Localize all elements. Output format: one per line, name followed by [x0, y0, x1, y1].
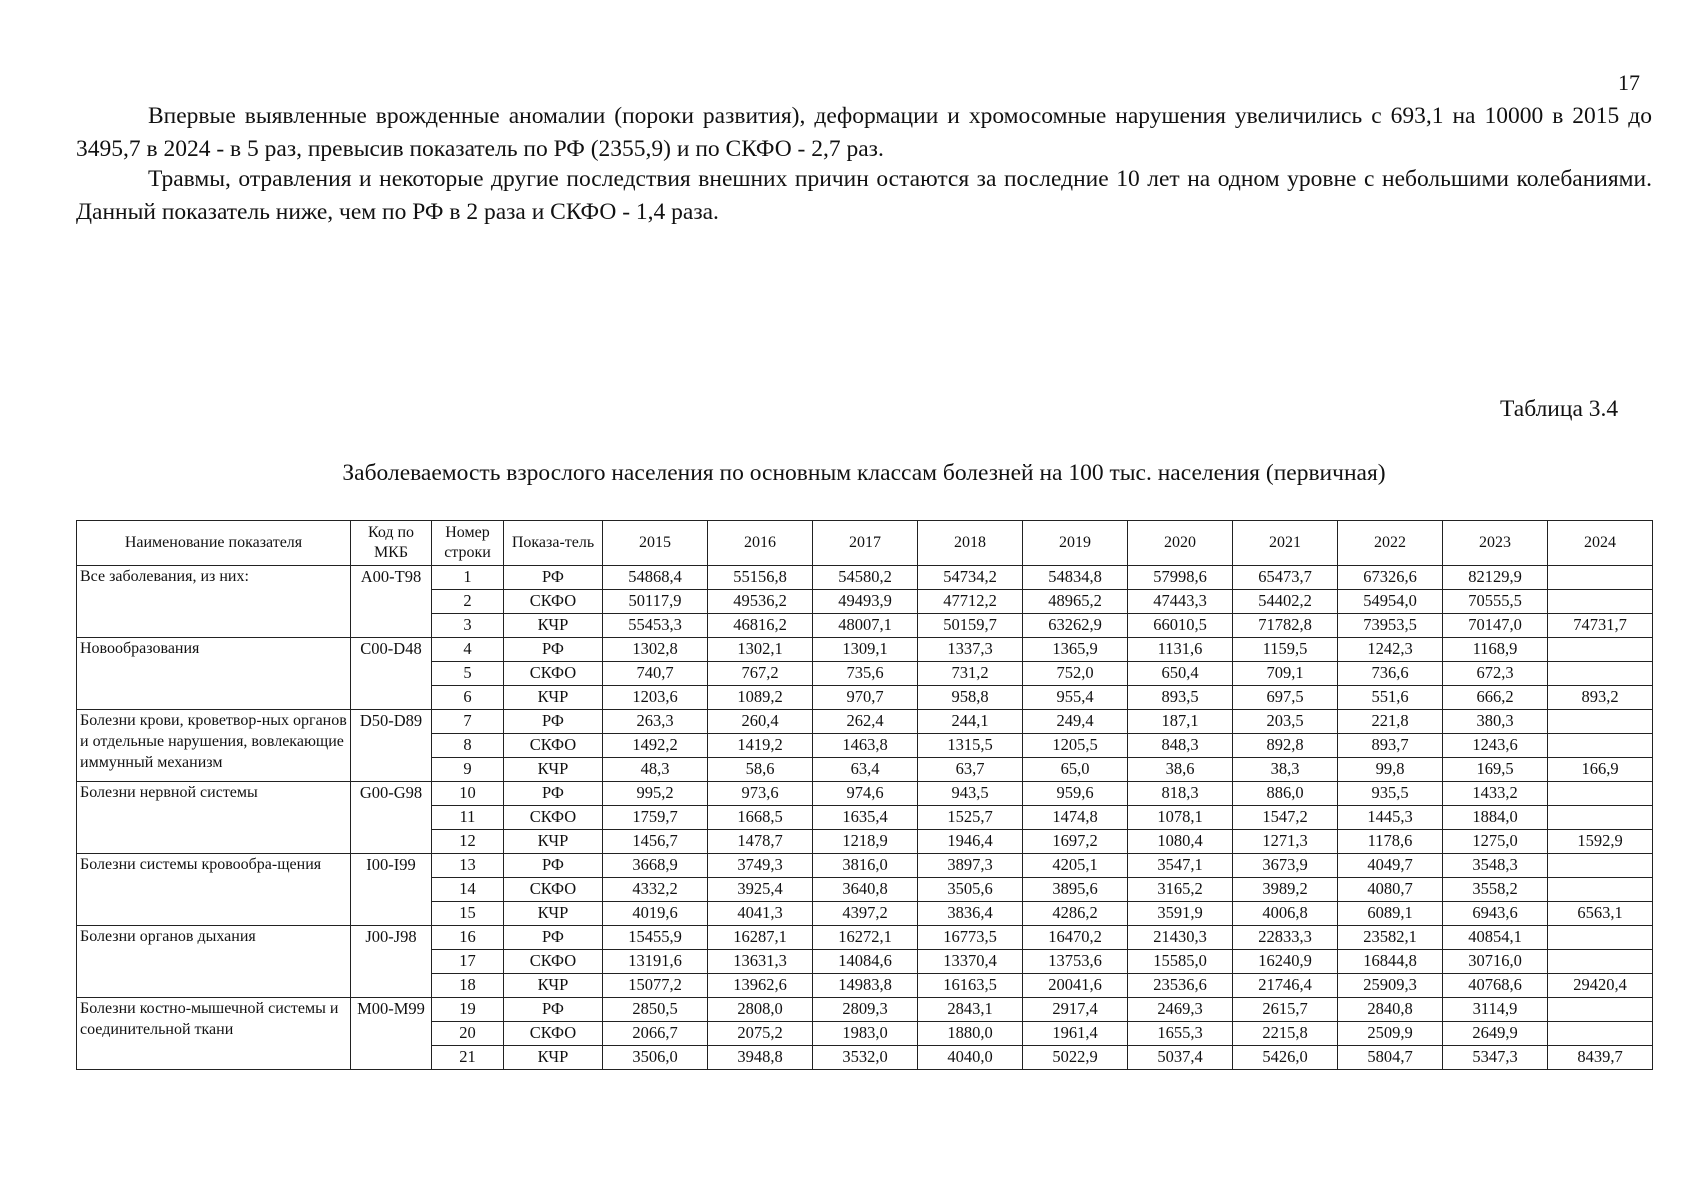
value-cell: 16163,5 [918, 974, 1023, 998]
value-cell: 54580,2 [813, 566, 918, 590]
value-cell: 736,6 [1338, 662, 1443, 686]
value-cell [1548, 854, 1653, 878]
disease-class-name: Болезни нервной системы [77, 782, 351, 854]
value-cell: 15585,0 [1128, 950, 1233, 974]
indicator: СКФО [504, 590, 603, 614]
indicator: КЧР [504, 1046, 603, 1070]
value-cell: 4286,2 [1023, 902, 1128, 926]
value-cell: 203,5 [1233, 710, 1338, 734]
value-cell: 1419,2 [708, 734, 813, 758]
value-cell: 13753,6 [1023, 950, 1128, 974]
value-cell: 70555,5 [1443, 590, 1548, 614]
value-cell: 1218,9 [813, 830, 918, 854]
value-cell [1548, 782, 1653, 806]
value-cell: 54834,8 [1023, 566, 1128, 590]
value-cell: 262,4 [813, 710, 918, 734]
value-cell: 16287,1 [708, 926, 813, 950]
value-cell: 4049,7 [1338, 854, 1443, 878]
value-cell [1548, 950, 1653, 974]
value-cell: 65473,7 [1233, 566, 1338, 590]
value-cell: 1547,2 [1233, 806, 1338, 830]
value-cell: 55453,3 [603, 614, 708, 638]
value-cell: 38,3 [1233, 758, 1338, 782]
value-cell: 2808,0 [708, 998, 813, 1022]
value-cell: 54402,2 [1233, 590, 1338, 614]
row-number: 16 [432, 926, 504, 950]
value-cell: 3925,4 [708, 878, 813, 902]
value-cell: 15455,9 [603, 926, 708, 950]
value-cell [1548, 662, 1653, 686]
table-row [77, 710, 1653, 734]
value-cell: 3673,9 [1233, 854, 1338, 878]
icd-code: D50-D89 [351, 710, 432, 782]
value-cell: 3505,6 [918, 878, 1023, 902]
header-year: 2022 [1338, 521, 1443, 566]
value-cell: 3532,0 [813, 1046, 918, 1070]
value-cell [1548, 998, 1653, 1022]
value-cell: 65,0 [1023, 758, 1128, 782]
header-indicator: Показа-тель [504, 521, 603, 566]
row-number: 21 [432, 1046, 504, 1070]
value-cell: 1668,5 [708, 806, 813, 830]
table-row [77, 998, 1653, 1022]
value-cell: 1884,0 [1443, 806, 1548, 830]
indicator: КЧР [504, 902, 603, 926]
table-header-row [77, 521, 1653, 566]
value-cell: 1365,9 [1023, 638, 1128, 662]
row-number: 6 [432, 686, 504, 710]
value-cell: 995,2 [603, 782, 708, 806]
value-cell: 63,7 [918, 758, 1023, 782]
header-year: 2016 [708, 521, 813, 566]
value-cell: 1592,9 [1548, 830, 1653, 854]
value-cell: 1445,3 [1338, 806, 1443, 830]
value-cell: 14983,8 [813, 974, 918, 998]
row-number: 3 [432, 614, 504, 638]
indicator: КЧР [504, 830, 603, 854]
value-cell: 40854,1 [1443, 926, 1548, 950]
header-year: 2024 [1548, 521, 1653, 566]
value-cell: 4019,6 [603, 902, 708, 926]
value-cell: 169,5 [1443, 758, 1548, 782]
indicator: СКФО [504, 662, 603, 686]
value-cell: 20041,6 [1023, 974, 1128, 998]
value-cell: 70147,0 [1443, 614, 1548, 638]
value-cell: 1983,0 [813, 1022, 918, 1046]
value-cell: 970,7 [813, 686, 918, 710]
value-cell: 16470,2 [1023, 926, 1128, 950]
value-cell: 3668,9 [603, 854, 708, 878]
value-cell: 263,3 [603, 710, 708, 734]
value-cell: 5347,3 [1443, 1046, 1548, 1070]
value-cell: 5037,4 [1128, 1046, 1233, 1070]
indicator: КЧР [504, 686, 603, 710]
value-cell: 187,1 [1128, 710, 1233, 734]
value-cell: 4080,7 [1338, 878, 1443, 902]
value-cell: 1302,1 [708, 638, 813, 662]
value-cell: 30716,0 [1443, 950, 1548, 974]
value-cell: 21746,4 [1233, 974, 1338, 998]
value-cell [1548, 878, 1653, 902]
value-cell: 2075,2 [708, 1022, 813, 1046]
value-cell: 4205,1 [1023, 854, 1128, 878]
value-cell: 3114,9 [1443, 998, 1548, 1022]
value-cell: 67326,6 [1338, 566, 1443, 590]
value-cell: 48007,1 [813, 614, 918, 638]
value-cell: 22833,3 [1233, 926, 1338, 950]
value-cell: 848,3 [1128, 734, 1233, 758]
value-cell: 3749,3 [708, 854, 813, 878]
value-cell: 2215,8 [1233, 1022, 1338, 1046]
indicator: СКФО [504, 950, 603, 974]
value-cell: 73953,5 [1338, 614, 1443, 638]
value-cell [1548, 734, 1653, 758]
row-number: 14 [432, 878, 504, 902]
value-cell [1548, 806, 1653, 830]
value-cell: 1159,5 [1233, 638, 1338, 662]
value-cell: 4332,2 [603, 878, 708, 902]
value-cell: 892,8 [1233, 734, 1338, 758]
value-cell: 1337,3 [918, 638, 1023, 662]
indicator: РФ [504, 854, 603, 878]
value-cell: 3836,4 [918, 902, 1023, 926]
value-cell: 943,5 [918, 782, 1023, 806]
value-cell: 13191,6 [603, 950, 708, 974]
indicator: КЧР [504, 974, 603, 998]
value-cell: 63262,9 [1023, 614, 1128, 638]
value-cell: 99,8 [1338, 758, 1443, 782]
value-cell: 48965,2 [1023, 590, 1128, 614]
value-cell: 13370,4 [918, 950, 1023, 974]
row-number: 19 [432, 998, 504, 1022]
value-cell: 48,3 [603, 758, 708, 782]
icd-code: G00-G98 [351, 782, 432, 854]
value-cell [1548, 590, 1653, 614]
value-cell: 709,1 [1233, 662, 1338, 686]
row-number: 17 [432, 950, 504, 974]
value-cell: 6563,1 [1548, 902, 1653, 926]
value-cell: 1089,2 [708, 686, 813, 710]
value-cell: 672,3 [1443, 662, 1548, 686]
value-cell: 893,5 [1128, 686, 1233, 710]
row-number: 20 [432, 1022, 504, 1046]
value-cell: 38,6 [1128, 758, 1233, 782]
table-row [77, 782, 1653, 806]
value-cell: 71782,8 [1233, 614, 1338, 638]
disease-class-name: Болезни органов дыхания [77, 926, 351, 998]
value-cell: 74731,7 [1548, 614, 1653, 638]
row-number: 12 [432, 830, 504, 854]
value-cell: 1759,7 [603, 806, 708, 830]
value-cell: 16240,9 [1233, 950, 1338, 974]
value-cell: 3591,9 [1128, 902, 1233, 926]
value-cell: 1203,6 [603, 686, 708, 710]
value-cell: 4397,2 [813, 902, 918, 926]
value-cell: 3989,2 [1233, 878, 1338, 902]
value-cell: 3948,8 [708, 1046, 813, 1070]
table-row [77, 926, 1653, 950]
header-year: 2019 [1023, 521, 1128, 566]
icd-code: J00-J98 [351, 926, 432, 998]
value-cell: 14084,6 [813, 950, 918, 974]
value-cell: 46816,2 [708, 614, 813, 638]
value-cell: 3816,0 [813, 854, 918, 878]
icd-code: C00-D48 [351, 638, 432, 710]
value-cell: 16773,5 [918, 926, 1023, 950]
value-cell: 221,8 [1338, 710, 1443, 734]
header-year: 2017 [813, 521, 918, 566]
value-cell: 893,7 [1338, 734, 1443, 758]
value-cell: 3506,0 [603, 1046, 708, 1070]
header-year: 2023 [1443, 521, 1548, 566]
value-cell: 40768,6 [1443, 974, 1548, 998]
value-cell: 1433,2 [1443, 782, 1548, 806]
value-cell: 2917,4 [1023, 998, 1128, 1022]
indicator: КЧР [504, 614, 603, 638]
value-cell: 2840,8 [1338, 998, 1443, 1022]
value-cell: 249,4 [1023, 710, 1128, 734]
row-number: 13 [432, 854, 504, 878]
value-cell: 3897,3 [918, 854, 1023, 878]
value-cell: 1474,8 [1023, 806, 1128, 830]
icd-code: I00-I99 [351, 854, 432, 926]
value-cell: 1946,4 [918, 830, 1023, 854]
value-cell: 6089,1 [1338, 902, 1443, 926]
value-cell: 16844,8 [1338, 950, 1443, 974]
row-number: 10 [432, 782, 504, 806]
value-cell: 1205,5 [1023, 734, 1128, 758]
value-cell: 1271,3 [1233, 830, 1338, 854]
value-cell: 66010,5 [1128, 614, 1233, 638]
value-cell: 1492,2 [603, 734, 708, 758]
value-cell: 3165,2 [1128, 878, 1233, 902]
value-cell: 54954,0 [1338, 590, 1443, 614]
header-year: 2018 [918, 521, 1023, 566]
value-cell: 21430,3 [1128, 926, 1233, 950]
value-cell: 1078,1 [1128, 806, 1233, 830]
value-cell: 1456,7 [603, 830, 708, 854]
value-cell: 1525,7 [918, 806, 1023, 830]
value-cell: 23582,1 [1338, 926, 1443, 950]
row-number: 18 [432, 974, 504, 998]
value-cell: 2469,3 [1128, 998, 1233, 1022]
disease-class-name: Болезни крови, кроветвор-ных органов и отдельные нарушения, вовлекающие иммунный механизм [77, 710, 351, 782]
value-cell: 1655,3 [1128, 1022, 1233, 1046]
value-cell [1548, 926, 1653, 950]
value-cell: 13631,3 [708, 950, 813, 974]
value-cell: 893,2 [1548, 686, 1653, 710]
value-cell [1548, 710, 1653, 734]
value-cell: 1242,3 [1338, 638, 1443, 662]
value-cell: 2843,1 [918, 998, 1023, 1022]
value-cell: 15077,2 [603, 974, 708, 998]
value-cell: 50117,9 [603, 590, 708, 614]
paragraph-congenital-anomalies: Впервые выявленные врожденные аномалии (пороки развития), деформации и хромосомные нарушения увеличились с 693,1 на 10000 в 2015 до 3495,7 в 2024 - в 5 раз, превысив показатель по РФ (2355,9) и по СКФО - 2,7 раз. [76, 103, 1652, 162]
value-cell: 1275,0 [1443, 830, 1548, 854]
indicator: РФ [504, 638, 603, 662]
value-cell: 23536,6 [1128, 974, 1233, 998]
value-cell: 1463,8 [813, 734, 918, 758]
disease-class-name: Болезни костно-мышечной системы и соединительной ткани [77, 998, 351, 1070]
morbidity-table [76, 520, 1653, 1070]
row-number: 5 [432, 662, 504, 686]
disease-class-name: Все заболевания, из них: [77, 566, 351, 638]
value-cell: 6943,6 [1443, 902, 1548, 926]
value-cell: 29420,4 [1548, 974, 1653, 998]
value-cell: 58,6 [708, 758, 813, 782]
value-cell: 973,6 [708, 782, 813, 806]
value-cell: 958,8 [918, 686, 1023, 710]
value-cell: 2066,7 [603, 1022, 708, 1046]
value-cell: 697,5 [1233, 686, 1338, 710]
value-cell: 13962,6 [708, 974, 813, 998]
value-cell: 50159,7 [918, 614, 1023, 638]
disease-class-name: Новообразования [77, 638, 351, 710]
indicator: СКФО [504, 1022, 603, 1046]
row-number: 8 [432, 734, 504, 758]
value-cell: 1309,1 [813, 638, 918, 662]
row-number: 2 [432, 590, 504, 614]
value-cell: 54734,2 [918, 566, 1023, 590]
value-cell: 1131,6 [1128, 638, 1233, 662]
value-cell: 1478,7 [708, 830, 813, 854]
value-cell: 2809,3 [813, 998, 918, 1022]
value-cell: 47712,2 [918, 590, 1023, 614]
value-cell: 1080,4 [1128, 830, 1233, 854]
value-cell: 1302,8 [603, 638, 708, 662]
value-cell: 8439,7 [1548, 1046, 1653, 1070]
value-cell: 666,2 [1443, 686, 1548, 710]
value-cell: 2615,7 [1233, 998, 1338, 1022]
value-cell: 740,7 [603, 662, 708, 686]
row-number: 15 [432, 902, 504, 926]
indicator: СКФО [504, 806, 603, 830]
value-cell: 1961,4 [1023, 1022, 1128, 1046]
value-cell: 886,0 [1233, 782, 1338, 806]
value-cell: 5426,0 [1233, 1046, 1338, 1070]
value-cell: 1178,6 [1338, 830, 1443, 854]
header-code: Код по МКБ [351, 521, 432, 566]
header-year: 2015 [603, 521, 708, 566]
value-cell [1548, 566, 1653, 590]
value-cell: 1243,6 [1443, 734, 1548, 758]
header-row-number: Номер строки [432, 521, 504, 566]
value-cell: 49536,2 [708, 590, 813, 614]
row-number: 11 [432, 806, 504, 830]
indicator: РФ [504, 998, 603, 1022]
indicator: РФ [504, 926, 603, 950]
header-year: 2020 [1128, 521, 1233, 566]
value-cell: 1315,5 [918, 734, 1023, 758]
value-cell: 5804,7 [1338, 1046, 1443, 1070]
icd-code: A00-T98 [351, 566, 432, 638]
value-cell: 3640,8 [813, 878, 918, 902]
value-cell: 3558,2 [1443, 878, 1548, 902]
header-year: 2021 [1233, 521, 1338, 566]
paragraph-injuries: Травмы, отравления и некоторые другие последствия внешних причин остаются за последние 10 лет на одном уровне с небольшими колебаниями. Данный показатель ниже, чем по РФ в 2 раза и СКФО - 1,4 раза. [76, 166, 1652, 225]
table-row [77, 854, 1653, 878]
value-cell: 2850,5 [603, 998, 708, 1022]
value-cell: 1168,9 [1443, 638, 1548, 662]
row-number: 9 [432, 758, 504, 782]
value-cell: 16272,1 [813, 926, 918, 950]
value-cell: 4006,8 [1233, 902, 1338, 926]
value-cell [1548, 638, 1653, 662]
indicator: РФ [504, 782, 603, 806]
table-title: Заболеваемость взрослого населения по основным классам болезней на 100 тыс. населения (первичная) [342, 460, 1386, 486]
indicator: РФ [504, 566, 603, 590]
indicator: СКФО [504, 734, 603, 758]
row-number: 1 [432, 566, 504, 590]
value-cell: 731,2 [918, 662, 1023, 686]
value-cell: 752,0 [1023, 662, 1128, 686]
value-cell [1548, 1022, 1653, 1046]
value-cell: 818,3 [1128, 782, 1233, 806]
value-cell: 3547,1 [1128, 854, 1233, 878]
value-cell: 974,6 [813, 782, 918, 806]
value-cell: 3548,3 [1443, 854, 1548, 878]
indicator: КЧР [504, 758, 603, 782]
value-cell: 55156,8 [708, 566, 813, 590]
page-number: 17 [1618, 70, 1640, 95]
value-cell: 1697,2 [1023, 830, 1128, 854]
table-label: Таблица 3.4 [1500, 396, 1619, 422]
row-number: 7 [432, 710, 504, 734]
value-cell: 57998,6 [1128, 566, 1233, 590]
value-cell: 2649,9 [1443, 1022, 1548, 1046]
value-cell: 244,1 [918, 710, 1023, 734]
value-cell: 735,6 [813, 662, 918, 686]
value-cell: 54868,4 [603, 566, 708, 590]
value-cell: 1880,0 [918, 1022, 1023, 1046]
table-row [77, 638, 1653, 662]
value-cell: 4041,3 [708, 902, 813, 926]
value-cell: 260,4 [708, 710, 813, 734]
value-cell: 47443,3 [1128, 590, 1233, 614]
value-cell: 5022,9 [1023, 1046, 1128, 1070]
value-cell: 959,6 [1023, 782, 1128, 806]
indicator: СКФО [504, 878, 603, 902]
disease-class-name: Болезни системы кровообра-щения [77, 854, 351, 926]
table-row [77, 566, 1653, 590]
value-cell: 4040,0 [918, 1046, 1023, 1070]
value-cell: 955,4 [1023, 686, 1128, 710]
value-cell: 49493,9 [813, 590, 918, 614]
value-cell: 1635,4 [813, 806, 918, 830]
value-cell: 935,5 [1338, 782, 1443, 806]
value-cell: 25909,3 [1338, 974, 1443, 998]
value-cell: 166,9 [1548, 758, 1653, 782]
value-cell: 650,4 [1128, 662, 1233, 686]
icd-code: M00-M99 [351, 998, 432, 1070]
value-cell: 2509,9 [1338, 1022, 1443, 1046]
indicator: РФ [504, 710, 603, 734]
value-cell: 551,6 [1338, 686, 1443, 710]
value-cell: 82129,9 [1443, 566, 1548, 590]
value-cell: 380,3 [1443, 710, 1548, 734]
value-cell: 767,2 [708, 662, 813, 686]
header-name: Наименование показателя [77, 521, 351, 566]
row-number: 4 [432, 638, 504, 662]
value-cell: 63,4 [813, 758, 918, 782]
value-cell: 3895,6 [1023, 878, 1128, 902]
